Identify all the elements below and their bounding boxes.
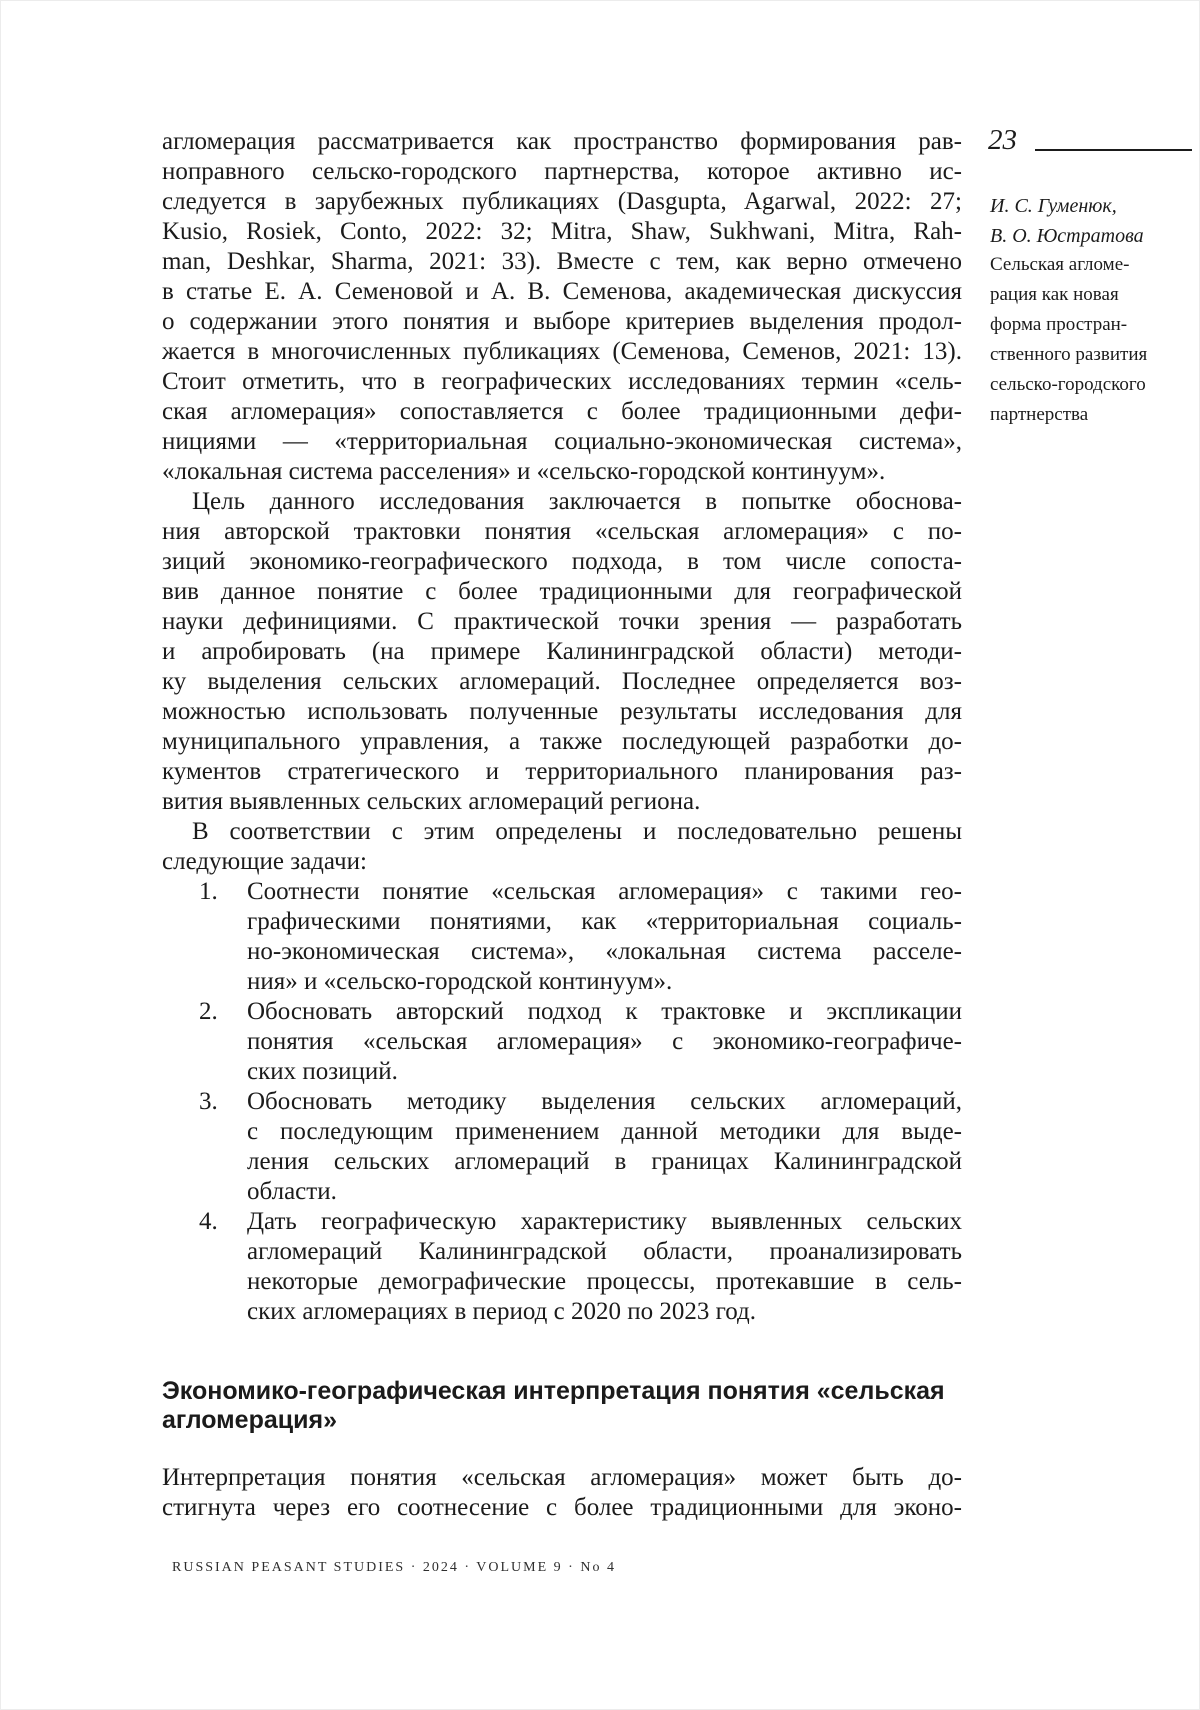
- text-line: Дать географическую характеристику выявленных сельских: [247, 1208, 962, 1235]
- text-line: man, Deshkar, Sharma, 2021: 33). Вместе с тем, как верно отмечено: [162, 248, 962, 275]
- text-line: ская агломерация» сопоставляется с более традиционными дефи-: [162, 398, 962, 425]
- text-line: агломераций Калининградской области, проанализировать: [247, 1238, 962, 1265]
- text-line: следующие задачи:: [162, 848, 367, 875]
- text-line: стигнута через его соотнесение с более традиционными для эконо-: [162, 1494, 962, 1521]
- text-line: Сельская агломе-: [990, 254, 1130, 275]
- text-line: в статье Е. А. Семеновой и А. В. Семенова, академическая дискуссия: [162, 278, 962, 305]
- text-line: муниципального управления, а также последующей разработки до-: [162, 728, 962, 755]
- paragraph-1: [162, 127, 962, 487]
- text-line: понятия «сельская агломерация» с экономико-географиче-: [247, 1028, 962, 1055]
- task-item: [162, 1087, 962, 1207]
- text-line: агломерация рассматривается как пространство формирования рав-: [162, 128, 962, 155]
- header-rule: [1035, 149, 1192, 151]
- text-line: ку выделения сельских агломераций. Последнее определяется воз-: [162, 668, 962, 695]
- text-line: рация как новая: [990, 284, 1119, 305]
- task-number: 1.: [199, 878, 218, 905]
- text-line: и апробировать (на примере Калининградской области) методи-: [162, 638, 962, 665]
- text-line: ния авторской трактовки понятия «сельская агломерация» с по-: [162, 518, 962, 545]
- text-line: ских позиций.: [247, 1058, 398, 1085]
- text-line: ственного развития: [990, 344, 1148, 365]
- text-line: Обосновать авторский подход к трактовке и экспликации: [247, 998, 962, 1025]
- task-number: 2.: [199, 998, 218, 1025]
- text-line: В соответствии с этим определены и последовательно решены: [192, 818, 962, 845]
- sidebar-running-title: [990, 250, 1200, 430]
- text-line: Kusio, Rosiek, Conto, 2022: 32; Mitra, Shaw, Sukhwani, Mitra, Rah-: [162, 218, 962, 245]
- text-line: с последующим применением данной методики для выде-: [247, 1118, 962, 1145]
- text-line: ноправного сельско-городского партнерства, которое активно ис-: [162, 158, 962, 185]
- text-line: «локальная система расселения» и «сельско-городской континуум».: [162, 458, 886, 485]
- task-item: [162, 877, 962, 997]
- text-line: нициями — «территориальная социально-экономическая система»,: [162, 428, 962, 455]
- text-line: вив данное понятие с более традиционными для географической: [162, 578, 962, 605]
- text-line: Цель данного исследования заключается в попытке обоснова-: [192, 488, 962, 515]
- text-line: кументов стратегического и территориального планирования раз-: [162, 758, 962, 785]
- text-line: Экономико-географическая интерпретация понятия «сельская: [162, 1377, 945, 1405]
- numbered-task-list: [162, 877, 962, 1327]
- text-line: сельско-городского: [990, 374, 1146, 395]
- section-paragraph: [162, 1463, 962, 1523]
- article-body: [162, 127, 962, 1523]
- task-number: 4.: [199, 1208, 218, 1235]
- text-line: форма простран-: [990, 314, 1128, 335]
- text-line: Стоит отметить, что в географических исследованиях термин «сель-: [162, 368, 962, 395]
- task-item: [162, 997, 962, 1087]
- task-item: [162, 1207, 962, 1327]
- text-line: науки дефинициями. С практической точки зрения — разработать: [162, 608, 962, 635]
- text-line: жается в многочисленных публикациях (Семенова, Семенов, 2021: 13).: [162, 338, 962, 365]
- text-line: партнерства: [990, 404, 1089, 425]
- text-line: зиций экономико-географического подхода, в том числе сопоста-: [162, 548, 962, 575]
- text-line: ния» и «сельско-городской континуум».: [247, 968, 673, 995]
- text-line: ления сельских агломераций в границах Калининградской: [247, 1148, 962, 1175]
- text-line: И. С. Гуменюк,: [990, 195, 1117, 217]
- text-line: ских агломерациях в период с 2020 по 2023 год.: [247, 1298, 756, 1325]
- text-line: агломерация»: [162, 1406, 337, 1434]
- text-line: области.: [247, 1178, 337, 1205]
- text-line: Соотнести понятие «сельская агломерация» с такими гео-: [247, 878, 962, 905]
- task-number: 3.: [199, 1088, 218, 1115]
- paragraph-3: [162, 817, 962, 877]
- text-line: о содержании этого понятия и выборе критериев выделения продол-: [162, 308, 962, 335]
- text-line: следуется в зарубежных публикациях (Dasgupta, Agarwal, 2022: 27;: [162, 188, 962, 215]
- text-line: В. О. Юстратова: [990, 225, 1144, 247]
- journal-footer: RUSSIAN PEASANT STUDIES · 2024 · VOLUME 9 · No 4: [172, 1560, 616, 1575]
- sidebar-authors: [990, 191, 1200, 251]
- paragraph-2: [162, 487, 962, 817]
- text-line: можностью использовать полученные результаты исследования для: [162, 698, 962, 725]
- section-heading: [162, 1377, 962, 1435]
- text-line: некоторые демографические процессы, протекавшие в сель-: [247, 1268, 962, 1295]
- text-line: но-экономическая система», «локальная система расселе-: [247, 938, 962, 965]
- text-line: Интерпретация понятия «сельская агломерация» может быть до-: [162, 1464, 962, 1491]
- page-number: 23: [988, 124, 1017, 156]
- text-line: графическими понятиями, как «территориальная социаль-: [247, 908, 962, 935]
- text-line: вития выявленных сельских агломераций региона.: [162, 788, 701, 815]
- text-line: Обосновать методику выделения сельских агломераций,: [247, 1088, 962, 1115]
